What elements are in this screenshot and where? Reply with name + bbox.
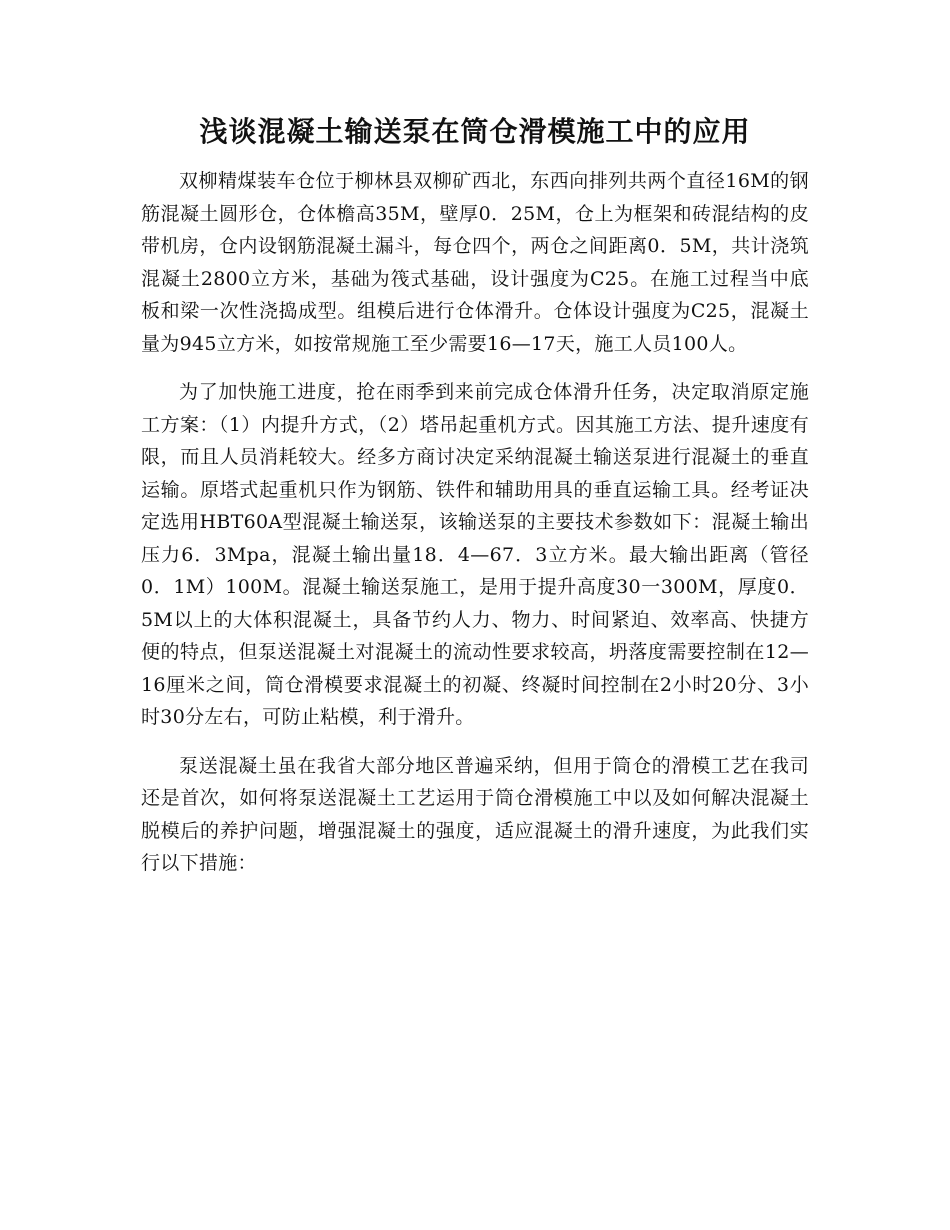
paragraph-1: 双柳精煤装车仓位于柳林县双柳矿西北，东西向排列共两个直径16M的钢筋混凝土圆形仓，仓体檐高35M，壁厚0．25M，仓上为框架和砖混结构的皮带机房，仓内设钢筋混凝土漏斗，每仓四个，两仓之间距离0．5M，共计浇筑混凝土2800立方米，基础为筏式基础，设计强度为C25。在施工过程当中底板和梁一次性浇捣成型。组模后进行仓体滑升。仓体设计强度为C25，混凝土量为945立方米，如按常规施工至少需要16—17天，施工人员100人。 [141, 170, 809, 355]
document-body [141, 165, 809, 896]
paragraph-3: 泵送混凝土虽在我省大部分地区普遍采纳，但用于筒仓的滑模工艺在我司还是首次，如何将泵送混凝土工艺运用于筒仓滑模施工中以及如何解决混凝土脱模后的养护问题，增强混凝土的强度，适应混凝土的滑升速度，为此我们实行以下措施： [141, 754, 809, 874]
document-title: 浅谈混凝土输送泵在筒仓滑模施工中的应用 [199, 115, 751, 148]
paragraph-2: 为了加快施工进度，抢在雨季到来前完成仓体滑升任务，决定取消原定施工方案：（1）内提升方式，（2）塔吊起重机方式。因其施工方法、提升速度有限，而且人员消耗较大。经多方商讨决定采纳混凝土输送泵进行混凝土的垂直运输。原塔式起重机只作为钢筋、铁件和辅助用具的垂直运输工具。经考证决定选用HBT60A型混凝土输送泵，该输送泵的主要技术参数如下：混凝土输出压力6．3Mpa，混凝土输出量18．4—67．3立方米。最大输出距离（管径0．1M）100M。混凝土输送泵施工，是用于提升高度30一300M，厚度0．5M以上的大体积混凝土，具备节约人力、物力、时间紧迫、效率高、快捷方便的特点，但泵送混凝土对混凝土的流动性要求较高，坍落度需要控制在12—16厘米之间，筒仓滑模要求混凝土的初凝、终凝时间控制在2小时20分、3小时30分左右，可防止粘模，利于滑升。 [141, 381, 809, 728]
